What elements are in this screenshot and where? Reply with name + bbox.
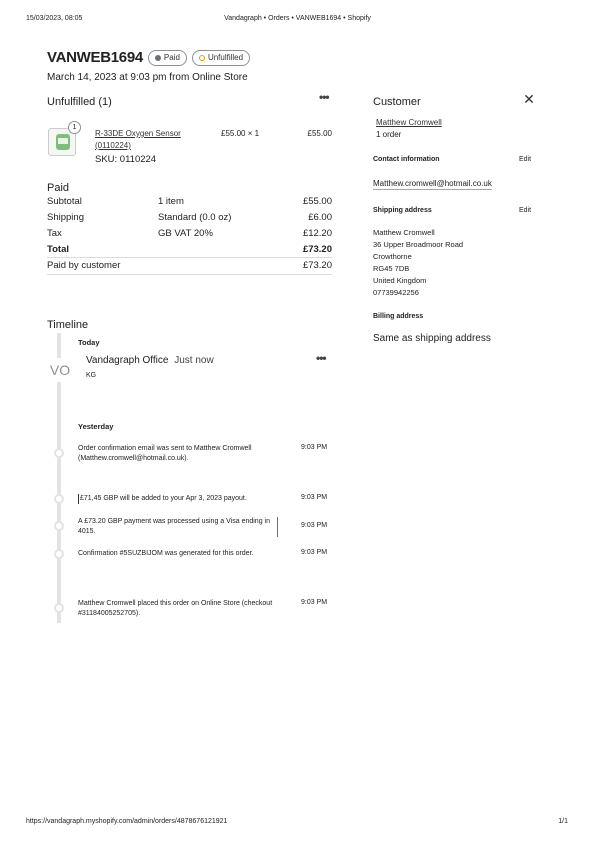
timeline-event-placed: Matthew Cromwell placed this order on Online Store (checkout #31184005252705). bbox=[78, 600, 273, 617]
timeline-event-placed-time: 9:03 PM bbox=[301, 599, 328, 606]
customer-email-link[interactable]: Matthew.cromwell@hotmail.co.uk bbox=[373, 179, 492, 188]
comment-header bbox=[86, 355, 214, 366]
timeline-event-email-time: 9:03 PM bbox=[301, 444, 328, 451]
timeline-event-dot bbox=[54, 603, 64, 613]
paid-badge bbox=[148, 50, 187, 66]
quantity-badge: 1 bbox=[68, 121, 81, 134]
print-url: https://vandagraph.myshopify.com/admin/orders/4878676121921 bbox=[26, 818, 228, 825]
order-id: VANWEB1694 bbox=[47, 49, 143, 66]
payment-row-shipping-label: Shipping bbox=[47, 212, 84, 223]
close-icon[interactable]: ✕ bbox=[520, 91, 538, 109]
timeline-event-confirmation-time: 9:03 PM bbox=[301, 549, 328, 556]
payment-bottom-divider bbox=[47, 274, 332, 275]
unfulfilled-more-icon[interactable]: ••• bbox=[319, 90, 329, 104]
timeline-event-email: Order confirmation email was sent to Matthew Cromwell (Matthew.cromwell@hotmail.co.uk). bbox=[78, 445, 252, 462]
unfulfilled-badge bbox=[192, 50, 250, 66]
timeline-heading: Timeline bbox=[47, 319, 89, 331]
payment-row-subtotal-desc: 1 item bbox=[158, 196, 184, 207]
payment-row-shipping-desc: Standard (0.0 oz) bbox=[158, 212, 232, 223]
payment-total-label: Total bbox=[47, 244, 69, 255]
payment-row-tax-amount: £12.20 bbox=[302, 228, 332, 239]
comment-more-icon[interactable]: ••• bbox=[316, 351, 326, 365]
print-datetime: 15/03/2023, 08:05 bbox=[26, 15, 83, 22]
avatar: VO bbox=[46, 358, 74, 382]
print-doc-title: Vandagraph • Orders • VANWEB1694 • Shopify bbox=[224, 15, 371, 22]
payment-total-amount: £73.20 bbox=[302, 244, 332, 255]
customer-order-count: 1 order bbox=[376, 130, 402, 139]
payment-row-subtotal-amount: £55.00 bbox=[302, 196, 332, 207]
address-line: United Kingdom bbox=[373, 276, 427, 286]
paid-by-customer-amount: £73.20 bbox=[302, 260, 332, 271]
order-header bbox=[47, 49, 250, 66]
print-page-number: 1/1 bbox=[558, 818, 568, 825]
unfulfilled-badge-label: Unfulfilled bbox=[207, 53, 244, 62]
timeline-event-confirmation: Confirmation #5SUZBIJOM was generated for this order. bbox=[78, 550, 254, 557]
billing-address-heading: Billing address bbox=[373, 313, 424, 320]
address-line: 07739942256 bbox=[373, 288, 419, 298]
timeline-event-dot bbox=[54, 448, 64, 458]
timeline-event-payment[interactable]: A £73.20 GBP payment was processed using a Visa ending in 4015. bbox=[78, 517, 278, 537]
payment-row-tax-label: Tax bbox=[47, 228, 62, 239]
comment-text: KG bbox=[86, 372, 97, 379]
paid-by-customer-label: Paid by customer bbox=[47, 260, 121, 271]
timeline-event-dot bbox=[54, 521, 64, 531]
timeline-yesterday-label: Yesterday bbox=[78, 422, 114, 431]
payment-row-shipping-amount: £6.00 bbox=[308, 212, 332, 223]
paid-badge-label: Paid bbox=[163, 53, 180, 62]
timeline-event-payout-time: 9:03 PM bbox=[301, 494, 328, 501]
customer-heading: Customer bbox=[373, 96, 421, 108]
address-line: Matthew Cromwell bbox=[373, 228, 435, 237]
shipping-address-heading: Shipping address bbox=[373, 207, 432, 214]
product-line-total: £55.00 bbox=[307, 129, 332, 138]
comment-author: Vandagraph Office bbox=[86, 355, 169, 366]
address-line: Crowthorne bbox=[373, 252, 412, 262]
payment-divider bbox=[47, 257, 332, 258]
product-sku: SKU: 0110224 bbox=[95, 154, 157, 165]
order-subtitle: March 14, 2023 at 9:03 pm from Online Store bbox=[47, 72, 248, 83]
timeline-event-dot bbox=[54, 549, 64, 559]
paid-dot-icon bbox=[155, 55, 161, 61]
product-variant-link[interactable]: (0110224) bbox=[95, 141, 131, 150]
unfulfilled-dot-icon bbox=[199, 55, 205, 61]
comment-time: Just now bbox=[174, 355, 214, 366]
payment-row-subtotal-label: Subtotal bbox=[47, 196, 82, 207]
billing-address-text: Same as shipping address bbox=[373, 333, 491, 344]
customer-name-link[interactable]: Matthew Cromwell bbox=[376, 118, 442, 127]
contact-edit-link[interactable]: Edit bbox=[519, 156, 532, 163]
shipping-edit-link[interactable]: Edit bbox=[519, 207, 532, 214]
timeline-event-payment-time: 9:03 PM bbox=[301, 522, 328, 529]
address-line: 36 Upper Broadmoor Road bbox=[373, 240, 464, 250]
payment-row-tax-desc: GB VAT 20% bbox=[158, 228, 213, 239]
product-unit-price: £55.00 × 1 bbox=[221, 129, 260, 138]
timeline-event-dot bbox=[54, 494, 64, 504]
shipping-address bbox=[373, 227, 463, 300]
timeline-event-payout[interactable]: £71,45 GBP will be added to your Apr 3, 2023 payout. bbox=[78, 494, 278, 504]
unfulfilled-heading: Unfulfilled (1) bbox=[47, 96, 112, 108]
payment-heading: Paid bbox=[47, 182, 70, 194]
timeline-today-label: Today bbox=[78, 338, 100, 347]
address-line: RG45 7DB bbox=[373, 264, 410, 274]
product-name-link[interactable]: R-33DE Oxygen Sensor bbox=[95, 129, 181, 138]
contact-info-heading: Contact information bbox=[373, 156, 440, 163]
